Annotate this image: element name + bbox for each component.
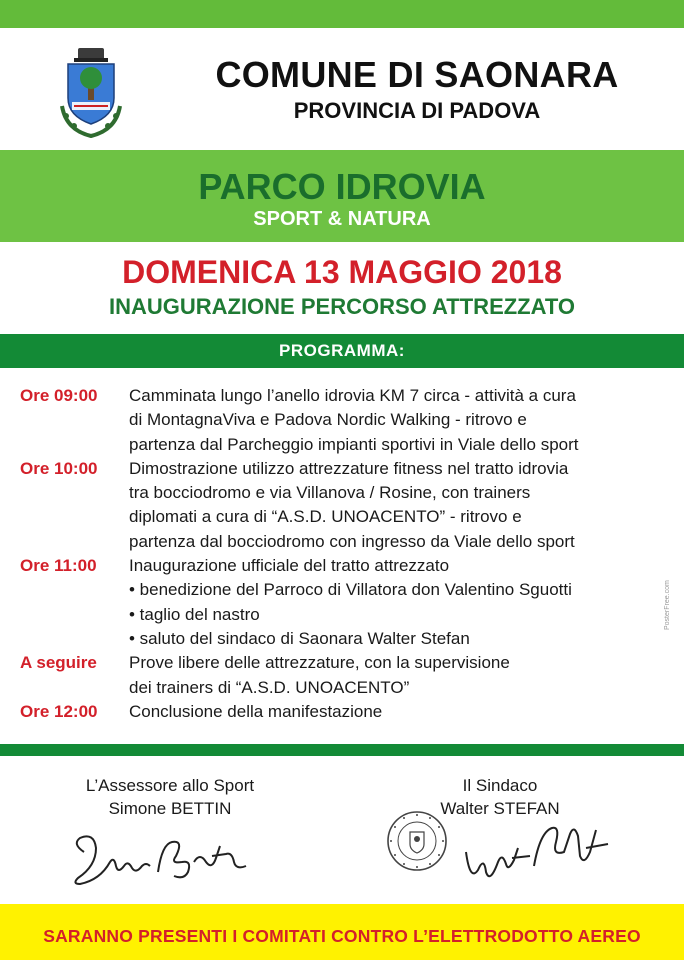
watermark-text: PosterFree.com bbox=[664, 580, 671, 630]
program-schedule bbox=[20, 384, 680, 724]
schedule-text: • saluto del sindaco di Saonara Walter Stefan bbox=[129, 628, 470, 648]
assessore-role: L’Assessore allo Sport bbox=[85, 776, 255, 795]
comune-title: COMUNE DI SAONARA bbox=[215, 54, 619, 95]
schedule-line bbox=[20, 505, 680, 529]
assessore-signature-icon bbox=[66, 822, 256, 896]
schedule-text: Dimostrazione utilizzo attrezzature fitness nel tratto idrovia bbox=[129, 458, 569, 478]
park-name: PARCO IDROVIA bbox=[198, 166, 486, 207]
schedule-text: di MontagnaViva e Padova Nordic Walking - ritrovo e bbox=[129, 410, 527, 430]
bottom-notice: SARANNO PRESENTI I COMITATI CONTRO L’ELETTRODOTTO AEREO bbox=[43, 926, 641, 946]
schedule-text: Inaugurazione ufficiale del tratto attrezzato bbox=[129, 556, 450, 576]
schedule-line bbox=[20, 481, 680, 505]
schedule-line bbox=[20, 384, 680, 408]
schedule-text: partenza dal bocciodromo con ingresso da Viale dello sport bbox=[129, 531, 575, 551]
schedule-line bbox=[20, 676, 680, 700]
sindaco-name: Walter STEFAN bbox=[440, 799, 560, 818]
schedule-time: Ore 11:00 bbox=[20, 556, 97, 576]
event-subtitle: INAUGURAZIONE PERCORSO ATTREZZATO bbox=[108, 294, 576, 319]
schedule-time: Ore 12:00 bbox=[20, 701, 98, 721]
schedule-text: Conclusione della manifestazione bbox=[129, 701, 383, 721]
schedule-text: Prove libere delle attrezzature, con la supervisione bbox=[129, 653, 510, 673]
schedule-time: Ore 09:00 bbox=[20, 386, 98, 405]
schedule-line bbox=[20, 457, 680, 481]
schedule-line bbox=[20, 603, 680, 627]
schedule-text: dei trainers di “A.S.D. UNOACENTO” bbox=[129, 677, 410, 697]
program-title: PROGRAMMA: bbox=[279, 341, 405, 360]
provincia-subtitle: PROVINCIA DI PADOVA bbox=[293, 98, 541, 123]
schedule-line bbox=[20, 433, 680, 457]
schedule-line bbox=[20, 700, 680, 724]
municipal-seal-icon bbox=[386, 810, 448, 872]
sindaco-role: Il Sindaco bbox=[462, 776, 538, 795]
separator-bar bbox=[0, 744, 684, 756]
schedule-text: diplomati a cura di “A.S.D. UNOACENTO” - ritrovo e bbox=[129, 507, 522, 527]
sindaco-signature-icon bbox=[456, 812, 616, 892]
schedule-line bbox=[20, 408, 680, 432]
schedule-text: • taglio del nastro bbox=[129, 604, 260, 624]
assessore-name: Simone BETTIN bbox=[108, 799, 232, 818]
schedule-line bbox=[20, 651, 680, 675]
schedule-text: Camminata lungo l’anello idrovia KM 7 circa - attività a cura bbox=[129, 386, 576, 405]
schedule-time: Ore 10:00 bbox=[20, 458, 98, 478]
event-date: DOMENICA 13 MAGGIO 2018 bbox=[122, 254, 562, 290]
schedule-line bbox=[20, 554, 680, 578]
schedule-line bbox=[20, 530, 680, 554]
schedule-text: • benedizione del Parroco di Villatora don Valentino Sguotti bbox=[129, 580, 572, 600]
coat-of-arms-icon bbox=[54, 46, 128, 138]
schedule-line bbox=[20, 627, 680, 651]
schedule-text: tra bocciodromo e via Villanova / Rosine, con trainers bbox=[129, 483, 531, 503]
schedule-line bbox=[20, 578, 680, 602]
schedule-text: partenza dal Parcheggio impianti sportivi in Viale dello sport bbox=[129, 434, 579, 454]
schedule-time: A seguire bbox=[20, 653, 97, 673]
park-tagline: SPORT & NATURA bbox=[253, 208, 431, 230]
top-green-bar bbox=[0, 0, 684, 28]
